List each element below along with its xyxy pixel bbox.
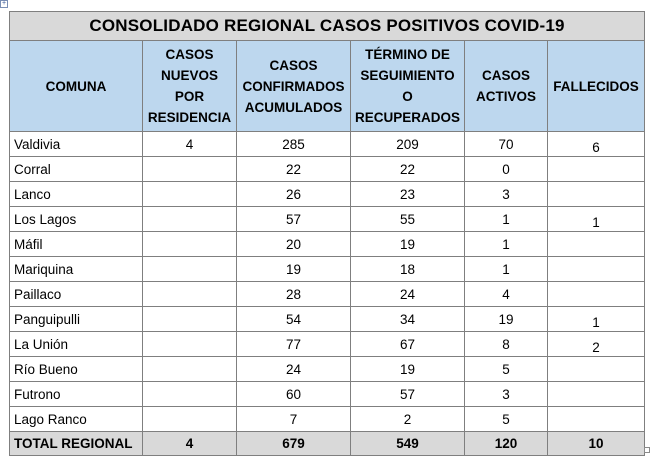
header-casos-confirmados: CASOS CONFIRMADOS ACUMULADOS: [237, 41, 351, 132]
cell-fallecidos: [548, 157, 645, 182]
cell-fallecidos: [548, 407, 645, 432]
table-row: [10, 182, 645, 207]
cell-casos-activos: 5: [465, 407, 548, 432]
cell-casos-confirmados: 285: [237, 132, 351, 157]
cell-recuperados: 24: [351, 282, 465, 307]
cell-casos-activos: 1: [465, 232, 548, 257]
table-row: [10, 332, 645, 357]
cell-fallecidos: 6: [548, 132, 645, 157]
cell-casos-nuevos: [143, 407, 237, 432]
cell-fallecidos: [548, 282, 645, 307]
table-row: [10, 132, 645, 157]
header-comuna: COMUNA: [10, 41, 143, 132]
cell-comuna: Futrono: [10, 382, 143, 407]
covid-cases-table: [9, 11, 645, 456]
cell-casos-nuevos: [143, 257, 237, 282]
cell-recuperados: 57: [351, 382, 465, 407]
cell-casos-nuevos: [143, 307, 237, 332]
cell-casos-nuevos: [143, 157, 237, 182]
cell-comuna: Lago Ranco: [10, 407, 143, 432]
cell-casos-nuevos: [143, 232, 237, 257]
cell-casos-activos: 3: [465, 182, 548, 207]
cell-casos-activos: 5: [465, 357, 548, 382]
cell-fallecidos: 1: [548, 207, 645, 232]
cell-comuna: Paillaco: [10, 282, 143, 307]
cell-recuperados: 23: [351, 182, 465, 207]
cell-recuperados: 67: [351, 332, 465, 357]
cell-fallecidos: [548, 232, 645, 257]
title-row: [10, 12, 645, 41]
header-casos-nuevos: CASOS NUEVOS POR RESIDENCIA: [143, 41, 237, 132]
table-title: CONSOLIDADO REGIONAL CASOS POSITIVOS COVID-19: [10, 12, 645, 41]
table-row: [10, 382, 645, 407]
cell-casos-nuevos: [143, 332, 237, 357]
cell-fallecidos: [548, 182, 645, 207]
cell-recuperados: 55: [351, 207, 465, 232]
cell-casos-confirmados: 28: [237, 282, 351, 307]
header-row: [10, 41, 645, 132]
cell-casos-confirmados: 20: [237, 232, 351, 257]
total-nuevos: 4: [143, 432, 237, 456]
cell-casos-nuevos: [143, 382, 237, 407]
cell-casos-activos: 19: [465, 307, 548, 332]
cell-recuperados: 209: [351, 132, 465, 157]
cell-casos-confirmados: 24: [237, 357, 351, 382]
cell-casos-activos: 0: [465, 157, 548, 182]
cell-recuperados: 18: [351, 257, 465, 282]
cell-comuna: Valdivia: [10, 132, 143, 157]
cell-casos-nuevos: [143, 357, 237, 382]
table-row: [10, 157, 645, 182]
cell-fallecidos: [548, 257, 645, 282]
table-row: [10, 357, 645, 382]
cell-recuperados: 22: [351, 157, 465, 182]
cell-casos-activos: 3: [465, 382, 548, 407]
cell-comuna: Máfil: [10, 232, 143, 257]
table-row: [10, 232, 645, 257]
cell-comuna: Mariquina: [10, 257, 143, 282]
cell-comuna: Los Lagos: [10, 207, 143, 232]
cell-casos-confirmados: 19: [237, 257, 351, 282]
cell-recuperados: 34: [351, 307, 465, 332]
cell-casos-activos: 1: [465, 257, 548, 282]
cell-casos-confirmados: 26: [237, 182, 351, 207]
cell-casos-activos: 1: [465, 207, 548, 232]
total-activos: 120: [465, 432, 548, 456]
table-resize-handle-icon[interactable]: [644, 447, 650, 453]
cell-fallecidos: [548, 357, 645, 382]
cell-casos-confirmados: 22: [237, 157, 351, 182]
cell-casos-activos: 70: [465, 132, 548, 157]
table-move-handle-icon[interactable]: +: [1, 0, 7, 7]
cell-casos-confirmados: 54: [237, 307, 351, 332]
cell-casos-confirmados: 57: [237, 207, 351, 232]
table-row: [10, 307, 645, 332]
table-body: [10, 132, 645, 432]
total-recuperados: 549: [351, 432, 465, 456]
cell-casos-activos: 8: [465, 332, 548, 357]
cell-recuperados: 19: [351, 357, 465, 382]
cell-casos-confirmados: 7: [237, 407, 351, 432]
total-label: TOTAL REGIONAL: [10, 432, 143, 456]
cell-casos-activos: 4: [465, 282, 548, 307]
cell-fallecidos: 2: [548, 332, 645, 357]
cell-recuperados: 2: [351, 407, 465, 432]
table-row: [10, 257, 645, 282]
cell-casos-nuevos: [143, 182, 237, 207]
cell-comuna: La Unión: [10, 332, 143, 357]
table-row: [10, 282, 645, 307]
cell-comuna: Corral: [10, 157, 143, 182]
cell-casos-confirmados: 77: [237, 332, 351, 357]
total-fallecidos: 10: [548, 432, 645, 456]
header-fallecidos: FALLECIDOS: [548, 41, 645, 132]
cell-casos-nuevos: [143, 282, 237, 307]
cell-casos-nuevos: [143, 207, 237, 232]
cell-casos-confirmados: 60: [237, 382, 351, 407]
table-row: [10, 407, 645, 432]
cell-casos-nuevos: 4: [143, 132, 237, 157]
cell-fallecidos: [548, 382, 645, 407]
cell-fallecidos: 1: [548, 307, 645, 332]
total-confirmados: 679: [237, 432, 351, 456]
cell-comuna: Panguipulli: [10, 307, 143, 332]
cell-comuna: Lanco: [10, 182, 143, 207]
table-row: [10, 207, 645, 232]
cell-comuna: Río Bueno: [10, 357, 143, 382]
total-row: [10, 432, 645, 456]
header-casos-activos: CASOS ACTIVOS: [465, 41, 548, 132]
cell-recuperados: 19: [351, 232, 465, 257]
header-recuperados: TÉRMINO DE SEGUIMIENTO O RECUPERADOS: [351, 41, 465, 132]
